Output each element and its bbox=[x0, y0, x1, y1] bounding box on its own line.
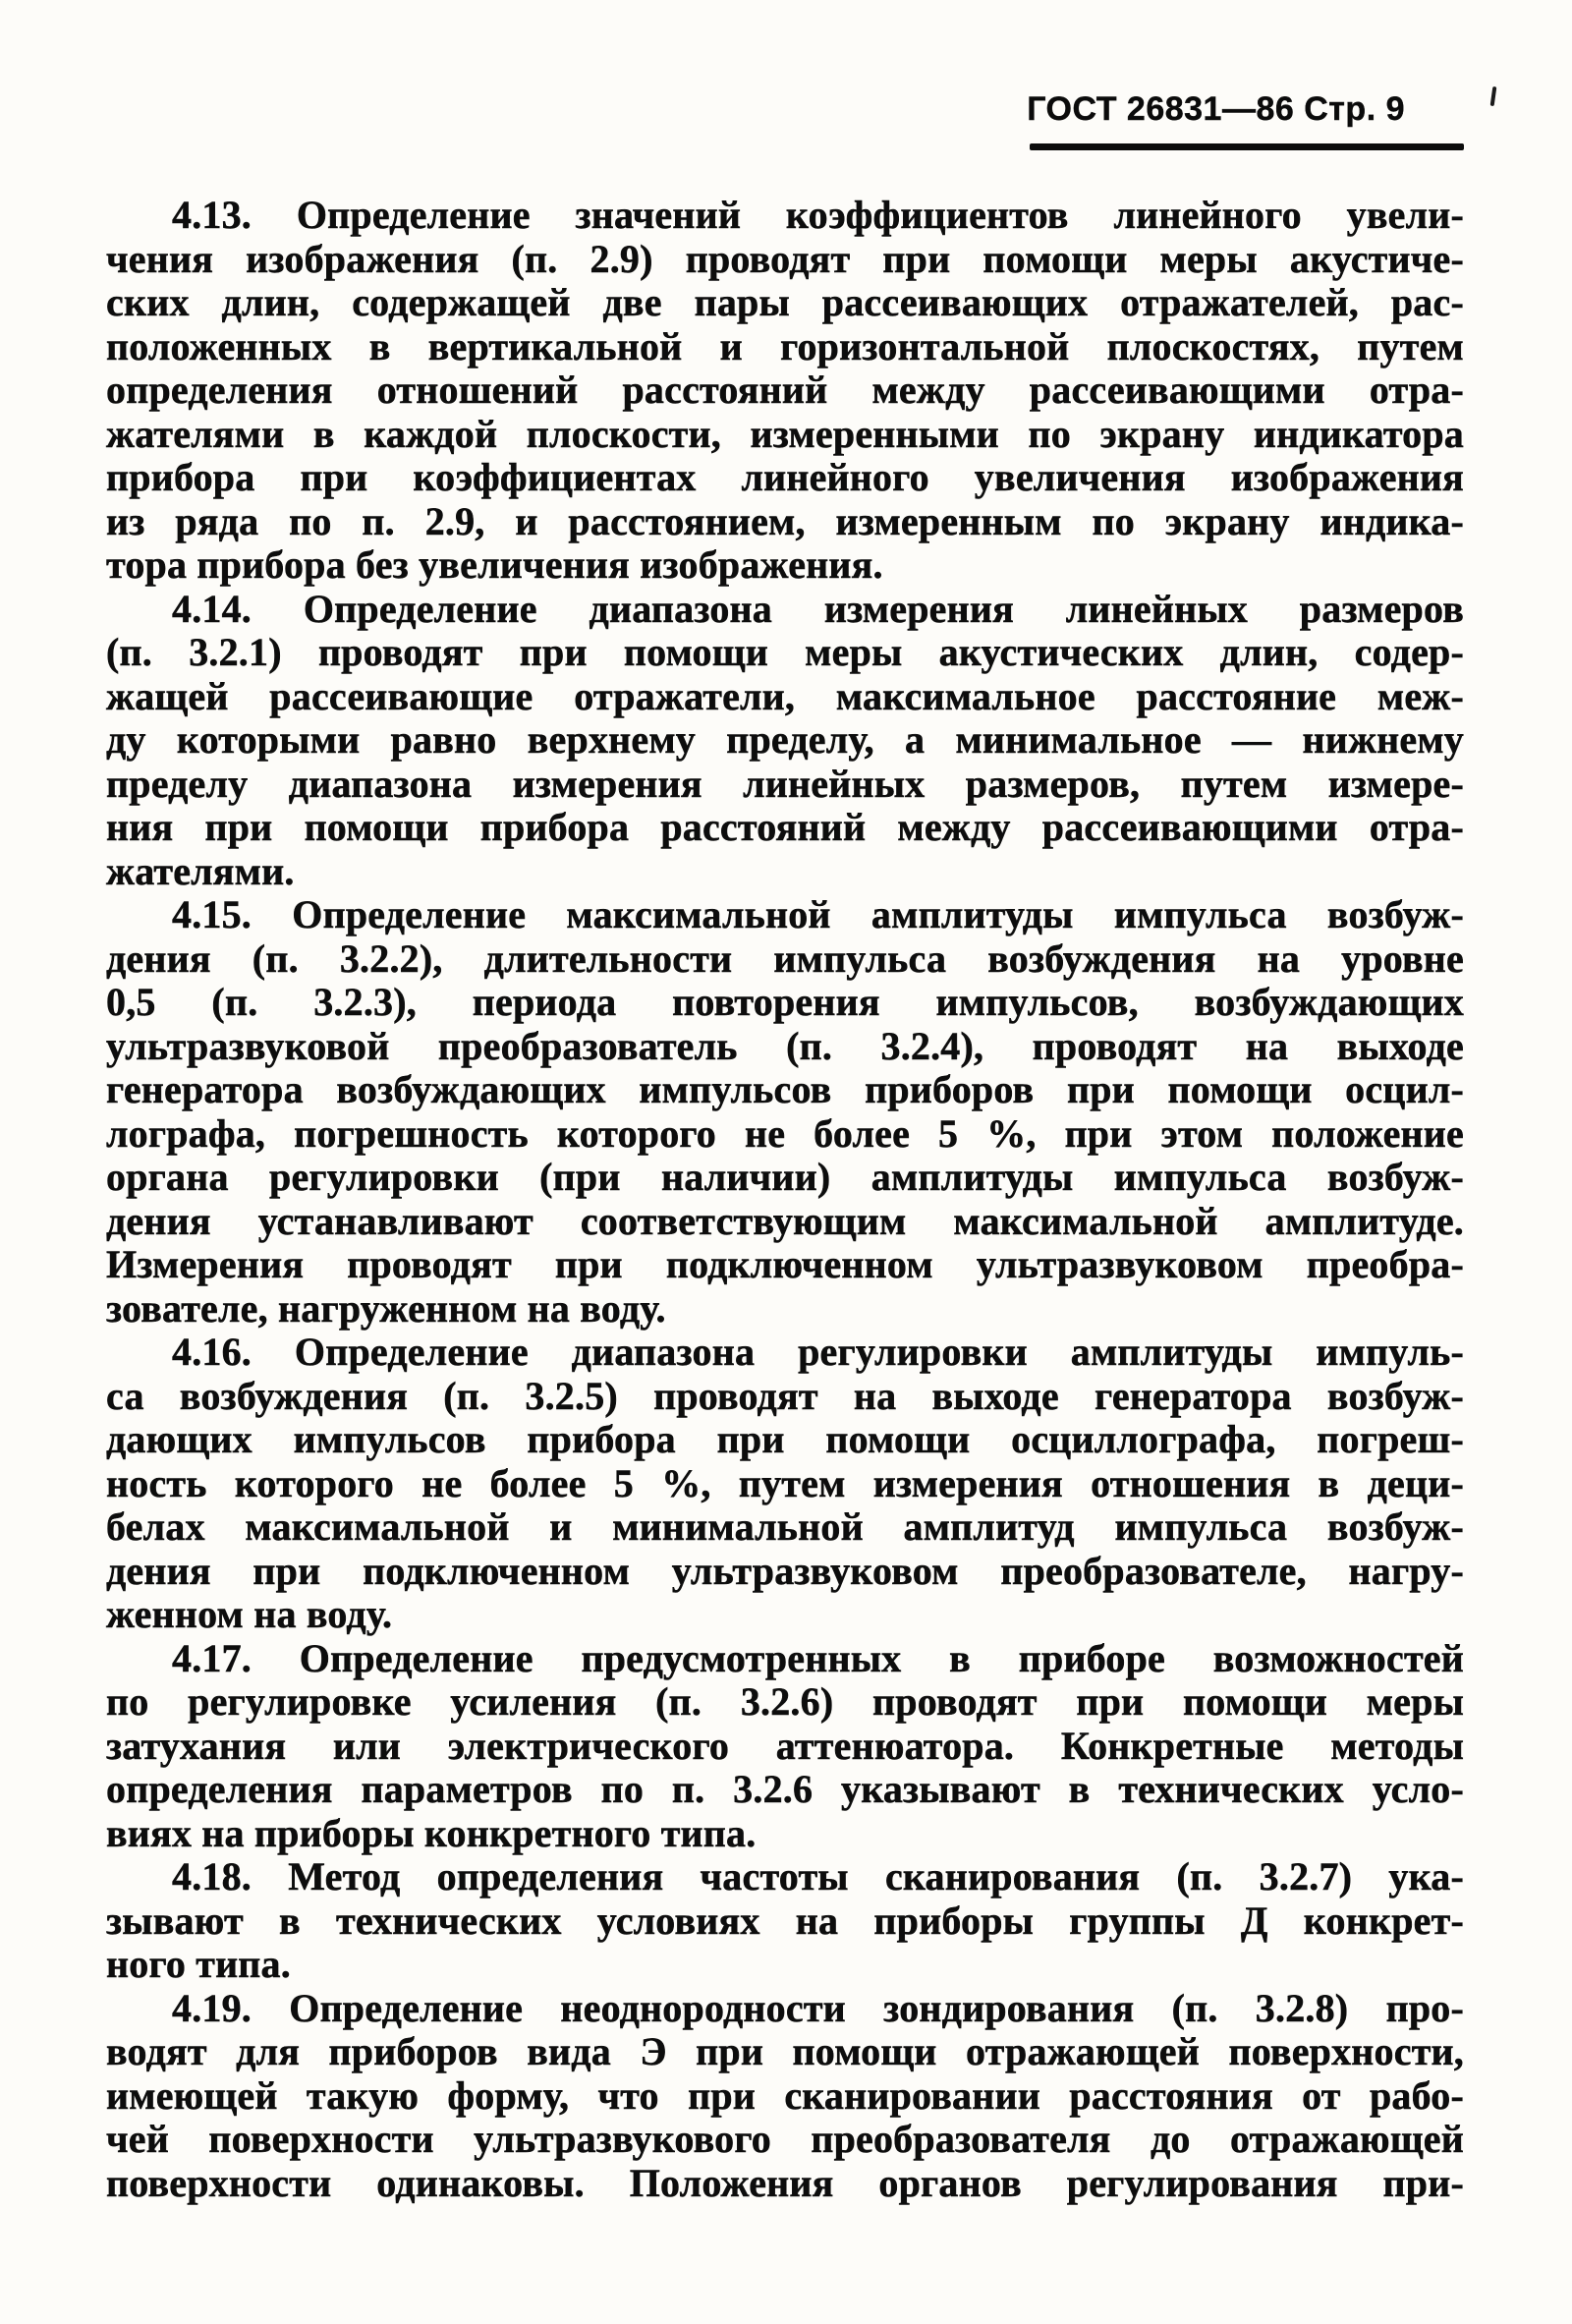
text-line: пределу диапазона измерения линейных размеров, путем измере- bbox=[106, 761, 1464, 806]
text-line: определения отношений расстояний между рассеивающими отра- bbox=[106, 368, 1464, 412]
text-line: 4.13. Определение значений коэффициентов линейного увели- bbox=[172, 193, 1464, 237]
text-line: лографа, погрешность которого не более 5 %, при этом положение bbox=[106, 1110, 1464, 1156]
text-line: тора прибора без увеличения изображения. bbox=[106, 542, 883, 587]
text-line: ских длин, содержащей две пары рассеивающих отражателей, рас- bbox=[106, 280, 1464, 324]
text-line: зывают в технических условиях на приборы группы Д конкрет- bbox=[106, 1898, 1464, 1943]
scan-artifact-mark bbox=[1490, 86, 1497, 106]
text-line: жащей рассеивающие отражатели, максимальное расстояние меж- bbox=[106, 673, 1464, 718]
text-line: 4.16. Определение диапазона регулировки амплитуды импуль- bbox=[172, 1330, 1464, 1374]
paragraph-4.16 bbox=[106, 1331, 1464, 1637]
text-line: 0,5 (п. 3.2.3), периода повторения импульсов, возбуждающих bbox=[106, 980, 1464, 1024]
header-underline bbox=[1030, 143, 1464, 150]
paragraph-4.17 bbox=[106, 1637, 1464, 1856]
text-line: жателями. bbox=[106, 848, 295, 893]
text-line: ного типа. bbox=[106, 1942, 291, 1986]
text-line: водят для приборов вида Э при помощи отражающей поверхности, bbox=[106, 2029, 1464, 2073]
text-line: органа регулировки (при наличии) амплитуды импульса возбуж- bbox=[106, 1155, 1464, 1199]
paragraph-4.19 bbox=[106, 1987, 1464, 2206]
page-header bbox=[1027, 90, 1405, 129]
text-line: 4.19. Определение неоднородности зондирования (п. 3.2.8) про- bbox=[172, 1985, 1464, 2030]
text-line: 4.14. Определение диапазона измерения линейных размеров bbox=[172, 586, 1464, 631]
text-line: дения устанавливают соответствующим максимальной амплитуде. bbox=[106, 1198, 1464, 1243]
text-line: дения (п. 3.2.2), длительности импульса возбуждения на уровне bbox=[106, 935, 1464, 981]
paragraph-4.18 bbox=[106, 1855, 1464, 1987]
text-line: са возбуждения (п. 3.2.5) проводят на выходе генератора возбуж- bbox=[106, 1373, 1464, 1418]
text-line: жателями в каждой плоскости, измеренными по экрану индикатора bbox=[106, 411, 1464, 456]
text-line: виях на приборы конкретного типа. bbox=[106, 1810, 757, 1855]
text-line: чей поверхности ультразвукового преобразователя до отражающей bbox=[106, 2117, 1464, 2161]
text-line: 4.17. Определение предусмотренных в приборе возможностей bbox=[172, 1635, 1464, 1680]
text-line: ность которого не более 5 %, путем измерения отношения в деци- bbox=[106, 1460, 1464, 1505]
text-line: генератора возбуждающих импульсов приборов при помощи осцил- bbox=[106, 1067, 1464, 1111]
paragraph-4.14 bbox=[106, 588, 1464, 894]
text-line: 4.15. Определение максимальной амплитуды импульса возбуж- bbox=[172, 892, 1464, 936]
text-line: 4.18. Метод определения частоты сканирования (п. 3.2.7) ука- bbox=[172, 1854, 1464, 1899]
text-line: из ряда по п. 2.9, и расстоянием, измеренным по экрану индика- bbox=[106, 498, 1464, 543]
text-line: (п. 3.2.1) проводят при помощи меры акустических длин, содер- bbox=[106, 630, 1464, 674]
paragraph-4.15 bbox=[106, 893, 1464, 1331]
paragraph-4.13 bbox=[106, 194, 1464, 588]
text-line: Измерения проводят при подключенном ультразвуковом преобра- bbox=[106, 1242, 1464, 1286]
text-line: затухания или электрического аттенюатора. Конкретные методы bbox=[106, 1723, 1464, 1768]
text-line: ния при помощи прибора расстояний между рассеивающими отра- bbox=[106, 805, 1464, 849]
text-line: по регулировке усиления (п. 3.2.6) проводят при помощи меры bbox=[106, 1679, 1464, 1724]
text-line: ультразвуковой преобразователь (п. 3.2.4), проводят на выходе bbox=[106, 1023, 1464, 1068]
text-line: ду которыми равно верхнему пределу, а минимальное — нижнему bbox=[106, 717, 1464, 762]
text-line: чения изображения (п. 2.9) проводят при помощи меры акустиче- bbox=[106, 236, 1464, 281]
text-line: дающих импульсов прибора при помощи осциллографа, погреш- bbox=[106, 1417, 1464, 1461]
header-title: ГОСТ 26831—86 Стр. 9 bbox=[1027, 90, 1405, 128]
text-line: зователе, нагруженном на воду. bbox=[106, 1285, 666, 1331]
text-line: дения при подключенном ультразвуковом преобразователе, нагру- bbox=[106, 1548, 1464, 1593]
text-line: имеющей такую форму, что при сканировании расстояния от рабо- bbox=[106, 2072, 1464, 2118]
text-line: поверхности одинаковы. Положения органов регулирования при- bbox=[106, 2160, 1464, 2205]
text-line: положенных в вертикальной и горизонтальной плоскостях, путем bbox=[106, 323, 1464, 368]
text-line: прибора при коэффициентах линейного увеличения изображения bbox=[106, 455, 1464, 499]
document-body bbox=[106, 194, 1464, 2205]
text-line: женном на воду. bbox=[106, 1592, 393, 1636]
text-line: определения параметров по п. 3.2.6 указывают в технических усло- bbox=[106, 1767, 1464, 1811]
text-line: белах максимальной и минимальной амплитуд импульса возбуж- bbox=[106, 1504, 1464, 1549]
